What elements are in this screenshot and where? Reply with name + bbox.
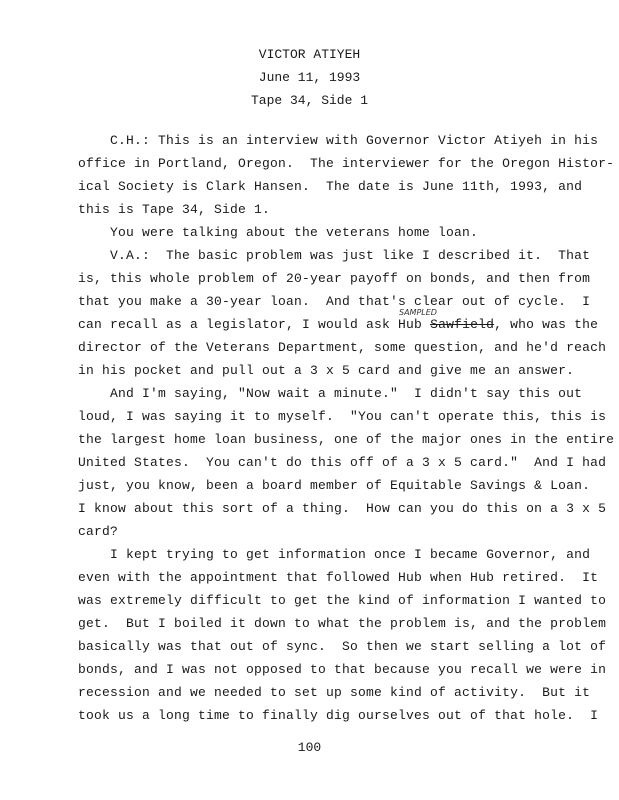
header-name: VICTOR ATIYEH <box>258 47 361 62</box>
body-line: director of the Veterans Department, some question, and he'd reach <box>78 340 607 355</box>
body-line: just, you know, been a board member of Equitable Savings & Loan. <box>78 478 591 493</box>
page-number: 100 <box>297 740 322 755</box>
body-line: United States. You can't do this off of a 3 x 5 card." And I had <box>78 455 607 470</box>
body-line: I kept trying to get information once I became Governor, and <box>78 547 591 562</box>
body-line: get. But I boiled it down to what the problem is, and the problem <box>78 616 607 631</box>
body-line: basically was that out of sync. So then we start selling a lot of <box>78 639 607 654</box>
body-line: card? <box>78 524 119 539</box>
body-line: bonds, and I was not opposed to that because you recall we were in <box>78 662 607 677</box>
body-line: V.A.: The basic problem was just like I described it. That <box>78 248 591 263</box>
body-line: took us a long time to finally dig ourselves out of that hole. I <box>78 708 599 723</box>
body-line: You were talking about the veterans home loan. <box>78 225 479 240</box>
body-line: in his pocket and pull out a 3 x 5 card and give me an answer. <box>78 363 575 378</box>
body-line: was extremely difficult to get the kind of information I wanted to <box>78 593 607 608</box>
body-line: even with the appointment that followed Hub when Hub retired. It <box>78 570 599 585</box>
body-line: office in Portland, Oregon. The interviewer for the Oregon Histor- <box>78 156 615 171</box>
line-prefix: can recall as a legislator, I would ask Hub <box>78 317 431 332</box>
body-line-correction <box>78 318 598 332</box>
body-line: loud, I was saying it to myself. "You can't operate this, this is <box>78 409 607 424</box>
body-line: I know about this sort of a thing. How can you do this on a 3 x 5 <box>78 501 607 516</box>
body-line: this is Tape 34, Side 1. <box>78 202 271 217</box>
header-tape: Tape 34, Side 1 <box>250 93 369 108</box>
body-line: is, this whole problem of 20-year payoff on bonds, and then from <box>78 271 591 286</box>
body-line: the largest home loan business, one of the major ones in the entire <box>78 432 615 447</box>
body-line: C.H.: This is an interview with Governor Victor Atiyeh in his <box>78 133 599 148</box>
struck-name: Sawfield <box>430 317 495 332</box>
line-suffix: , who was the <box>494 317 599 332</box>
body-line: ical Society is Clark Hansen. The date is June 11th, 1993, and <box>78 179 583 194</box>
body-line: recession and we needed to set up some kind of activity. But it <box>78 685 591 700</box>
body-line: And I'm saying, "Now wait a minute." I didn't say this out <box>78 386 583 401</box>
body-line: that you make a 30-year loan. And that's clear out of cycle. I <box>78 294 591 309</box>
handwritten-correction: SAMPLED <box>399 308 437 317</box>
header-date: June 11, 1993 <box>258 70 361 85</box>
